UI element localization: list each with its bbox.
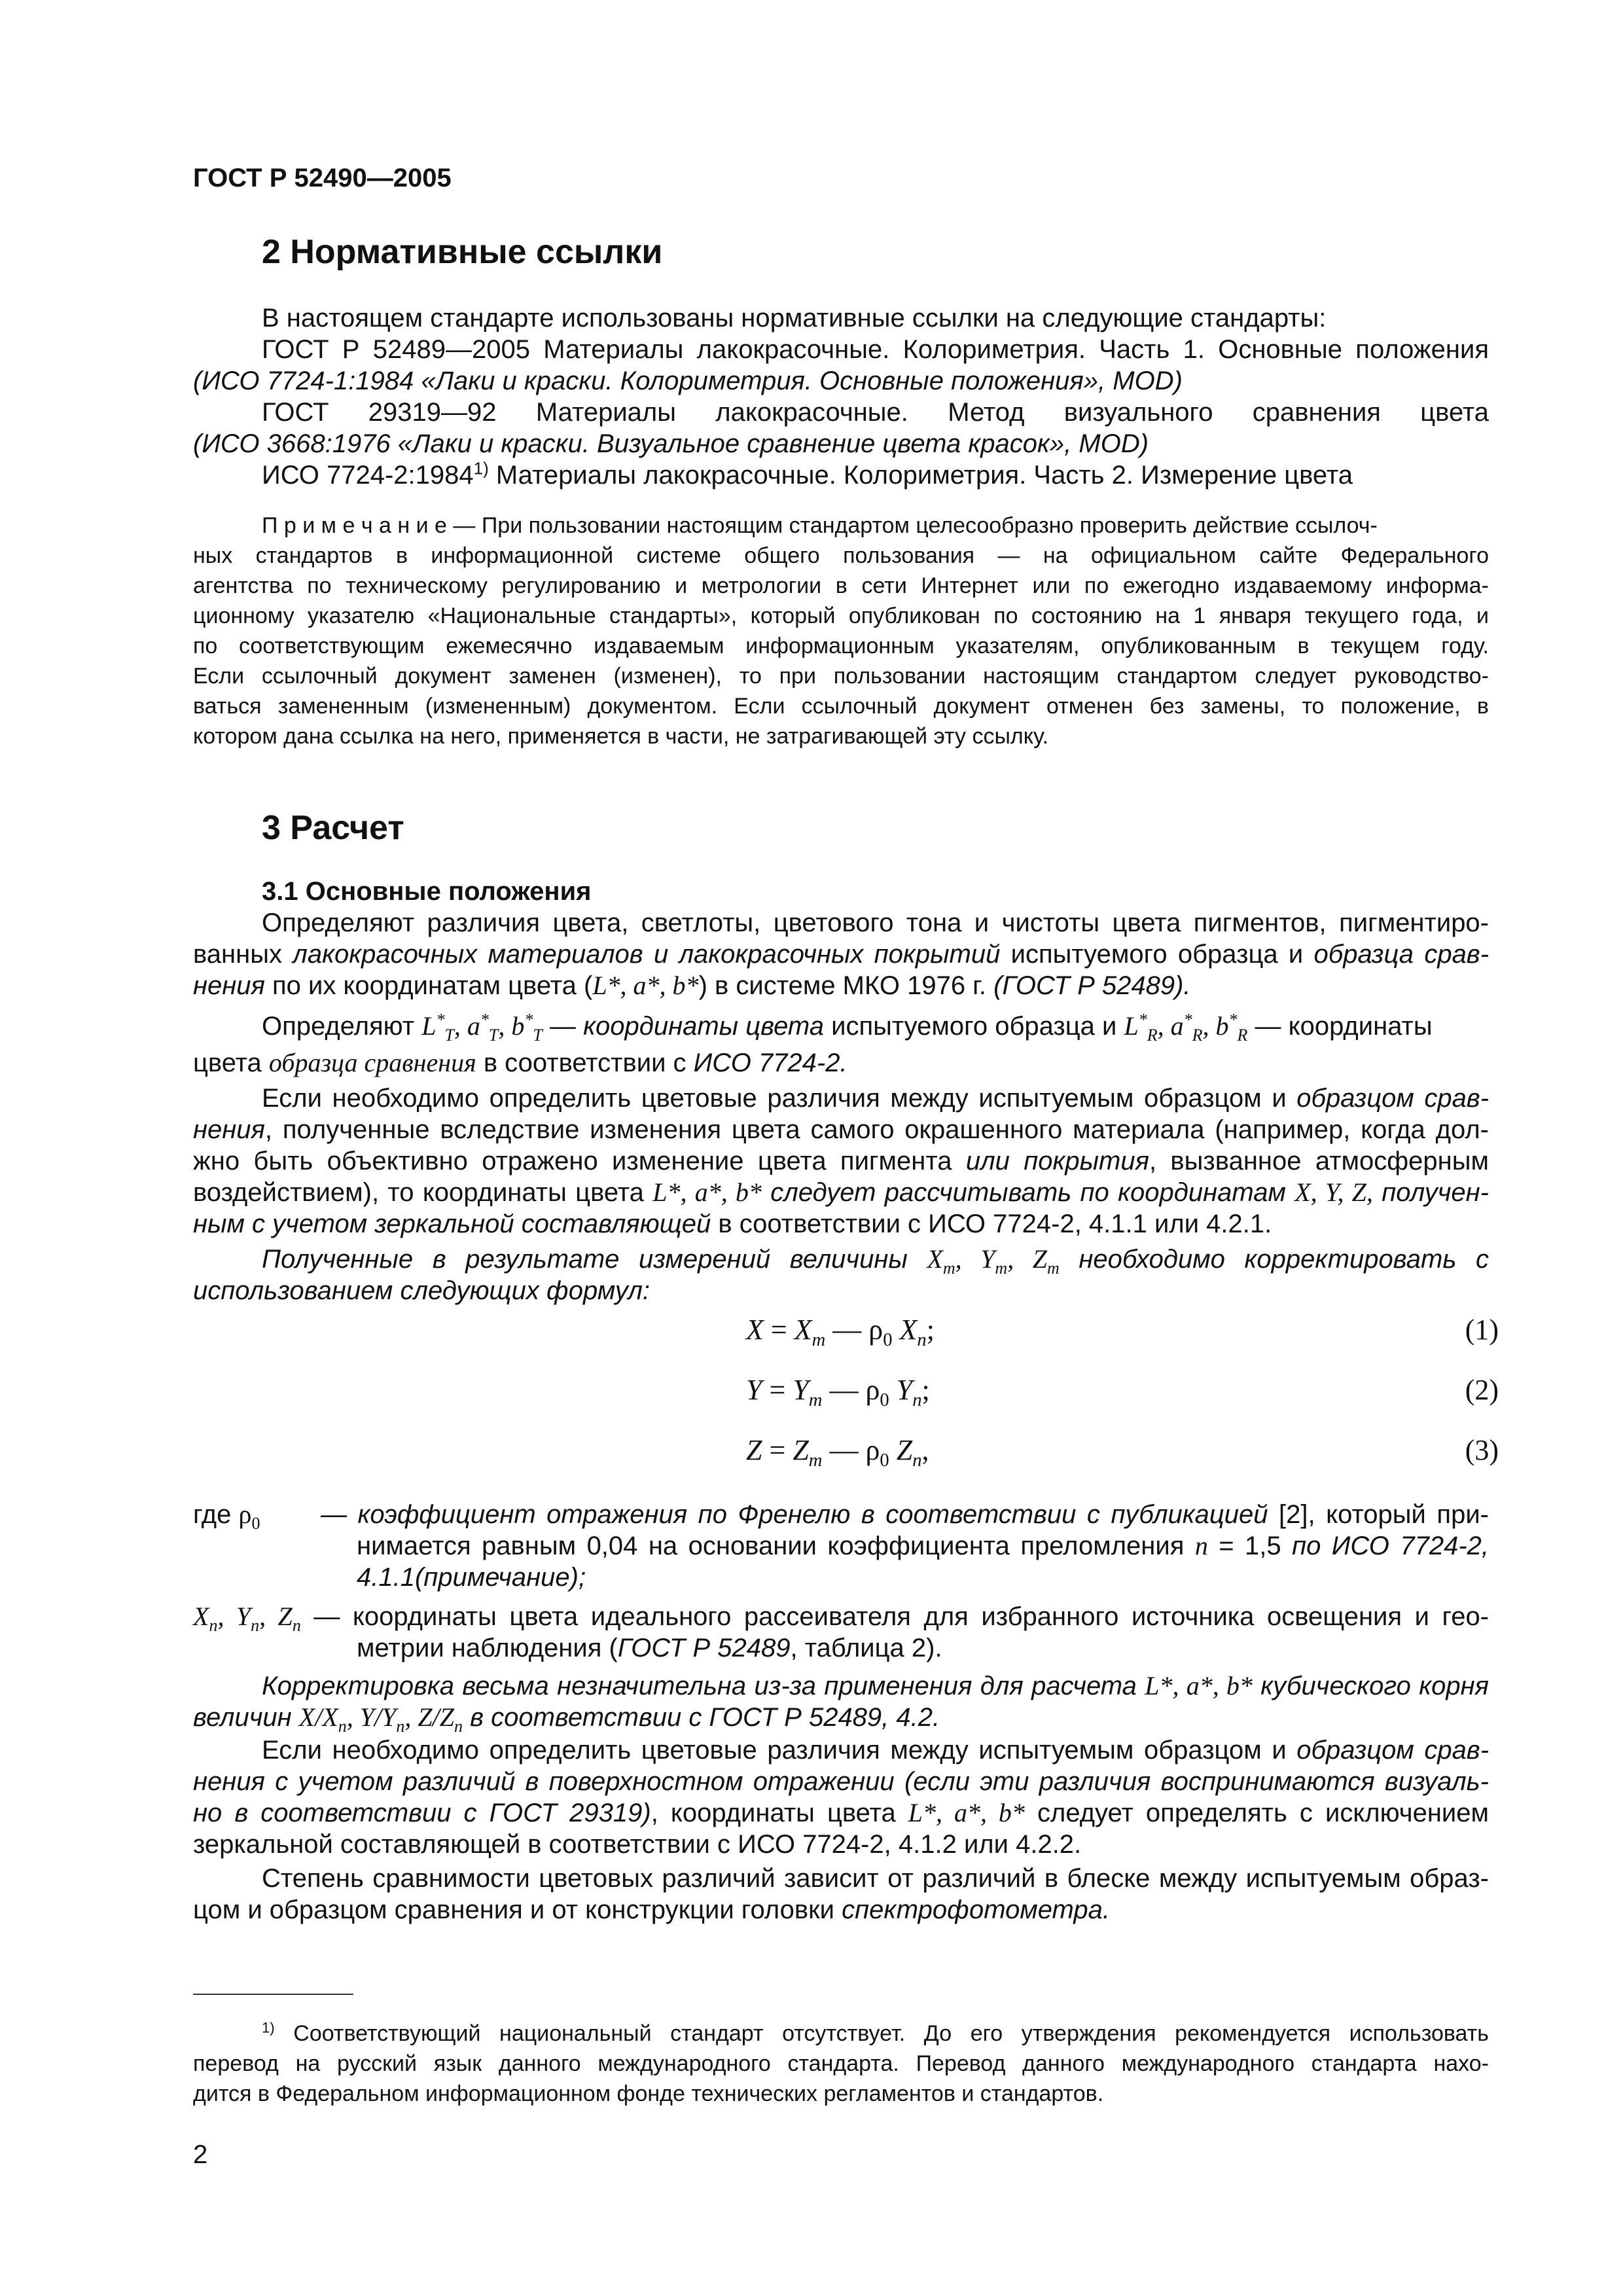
note-line-3: агентства по техническому регулированию и метрологии в сети Интернет или по ежегодно издаваемому информа- bbox=[193, 573, 1489, 598]
paragraph-6-line-1: Если необходимо определить цветовые различия между испытуемым образцом и образцом срав- bbox=[262, 1736, 1489, 1765]
equation-2: $Y = Y_m$ — $\rho_0$ $Y_n$; bbox=[746, 1374, 930, 1410]
where-2-line-2: метрии наблюдения (ГОСТ Р 52489, таблица 2). bbox=[357, 1634, 942, 1662]
paragraph-3-line-5: ным с учетом зеркальной составляющей в соответствии с ИСО 7724-2, 4.1.1 или 4.2.1. bbox=[193, 1210, 1272, 1238]
where-label: где $\rho_0$ bbox=[193, 1499, 260, 1533]
where-2-line-1: $X_n$, $Y_n$, $Z_n$ — координаты цвета идеального рассеивателя для избранного источника освещения и гео- bbox=[193, 1602, 1489, 1635]
reference-3-code: ИСО 7724-2:1984 bbox=[262, 461, 474, 490]
note-line-4: ционному указателю «Национальные стандарты», который опубликован по состоянию на 1 января текущего года, и bbox=[193, 603, 1489, 628]
measured-values: $X_m$, $Y_m$, $Z_m$ bbox=[927, 1244, 1060, 1278]
paragraph-2-line-1: Определяют $L^*_T$, $a^*_T$, $b^*_T$ — координаты цвета испытуемого образца и $L^*_R$, $a^*_R$, $b^*_R$ — координаты bbox=[262, 1010, 1433, 1045]
reference-2-line-1: ГОСТ 29319—92 Материалы лакокрасочные. Метод визуального сравнения цвета bbox=[262, 398, 1489, 427]
footnote-line-1: $^{1)}$ Соответствующий национальный стандарт отсутствует. До его утверждения рекомендуется использовать bbox=[262, 2019, 1489, 2046]
note-label: П р и м е ч а н и е bbox=[262, 513, 447, 538]
paragraph-7-line-1: Степень сравнимости цветовых различий зависит от различий в блеске между испытуемым образ- bbox=[262, 1864, 1489, 1893]
paragraph-4-line-1: Полученные в результате измерений величины $X_m$, $Y_m$, $Z_m$ необходимо корректировать с bbox=[262, 1244, 1489, 1278]
note-line-6: Если ссылочный документ заменен (изменен), то при пользовании настоящим стандартом следует руководство- bbox=[193, 664, 1489, 689]
paragraph-6-line-3: но в соответствии с ГОСТ 29319), координаты цвета L*, a*, b* следует определять с исключением bbox=[193, 1798, 1489, 1827]
paragraph-3-line-1: Если необходимо определить цветовые различия между испытуемым образцом и образцом срав- bbox=[262, 1084, 1489, 1113]
paragraph-3-line-2: нения, полученные вследствие изменения цвета самого окрашенного материала (например, когда дол- bbox=[193, 1115, 1489, 1144]
equation-2-number: (2) bbox=[1465, 1374, 1499, 1406]
test-sample-coordinates: $L^*_T$, $a^*_T$, $b^*_T$ bbox=[421, 1010, 543, 1045]
equation-1-number: (1) bbox=[1465, 1314, 1499, 1346]
paragraph-1-line-3: нения по их координатам цвета (L*, a*, b*) в системе МКО 1976 г. (ГОСТ Р 52489). bbox=[193, 971, 1191, 1000]
equation-3-number: (3) bbox=[1465, 1434, 1499, 1466]
paragraph-7-line-2: цом и образцом сравнения и от конструкции головки спектрофотометра. bbox=[193, 1895, 1111, 1924]
footnote-line-2: перевод на русский язык данного международного стандарта. Перевод данного международного стандарта нахо- bbox=[193, 2051, 1489, 2076]
reference-1-line-1: ГОСТ Р 52489—2005 Материалы лакокрасочные. Колориметрия. Часть 1. Основные положения bbox=[262, 335, 1489, 364]
equation-3: $Z = Z_m$ — $\rho_0$ $Z_n$, bbox=[746, 1434, 929, 1471]
ideal-diffuser-coordinates: $X_n$, $Y_n$, $Z_n$ bbox=[193, 1602, 301, 1635]
note-line-5: по соответствующим ежемесячно издаваемым информационным указателям, опубликованным в текущем году. bbox=[193, 634, 1489, 658]
footnote-separator bbox=[193, 1994, 353, 1995]
note-line-7: ваться замененным (измененным) документом. Если ссылочный документ отменен без замены, то положение, в bbox=[193, 694, 1489, 719]
rho-zero-symbol: $\rho_0$ bbox=[238, 1499, 260, 1533]
where-1-line-3: 4.1.1(примечание); bbox=[357, 1563, 586, 1592]
section-3-heading: 3 Расчет bbox=[262, 809, 404, 847]
paragraph-3-line-4: воздействием), то координаты цвета L*, a*, b* следует рассчитывать по координатам X, Y, Z, получен- bbox=[193, 1177, 1489, 1207]
paragraph-1-line-2: ванных лакокрасочных материалов и лакокрасочных покрытий испытуемого образца и образца срав- bbox=[193, 940, 1489, 969]
reference-1-line-2: (ИСО 7724-1:1984 «Лаки и краски. Колориметрия. Основные положения», MOD) bbox=[193, 367, 1183, 395]
document-id-header: ГОСТ Р 52490—2005 bbox=[193, 164, 452, 192]
reference-3-title: Материалы лакокрасочные. Колориметрия. Часть 2. Измерение цвета bbox=[488, 461, 1353, 490]
footnote-ref-1: 1) bbox=[473, 458, 489, 478]
subsection-3-1-heading: 3.1 Основные положения bbox=[262, 877, 592, 906]
paragraph-1-line-1: Определяют различия цвета, светлоты, цветового тона и чистоты цвета пигментов, пигментиро- bbox=[262, 908, 1489, 937]
where-1-line-2: нимается равным 0,04 на основании коэффициента преломления n = 1,5 по ИСО 7724-2, bbox=[357, 1531, 1489, 1560]
note-line-8: котором дана ссылка на него, применяется в части, не затрагивающей эту ссылку. bbox=[193, 724, 1049, 749]
footnote-line-3: дится в Федеральном информационном фонде технических регламентов и стандартов. bbox=[193, 2081, 1104, 2106]
paragraph-5-line-1: Корректировка весьма незначительна из-за применения для расчета L*, a*, b* кубического корня bbox=[262, 1671, 1489, 1700]
paragraph-5-line-2: величин $X/X_n$, $Y/Y_n$, $Z/Z_n$ в соответствии с ГОСТ Р 52489, 4.2. bbox=[193, 1702, 940, 1736]
section-2-intro: В настоящем стандарте использованы нормативные ссылки на следующие стандарты: bbox=[262, 304, 1327, 332]
note-line-1: П р и м е ч а н и е — При пользовании настоящим стандартом целесообразно проверить действие ссылоч- bbox=[262, 513, 1378, 538]
paragraph-4-line-2: использованием следующих формул: bbox=[193, 1276, 651, 1305]
cube-root-ratios: $X/X_n$, $Y/Y_n$, $Z/Z_n$ bbox=[298, 1702, 463, 1736]
section-2-heading: 2 Нормативные ссылки bbox=[262, 233, 663, 271]
where-1-line-1: — коэффициент отражения по Френелю в соответствии с публикацией [2], который при- bbox=[321, 1500, 1489, 1529]
paragraph-6-line-4: зеркальной составляющей в соответствии с ИСО 7724-2, 4.1.2 или 4.2.2. bbox=[193, 1830, 1082, 1859]
paragraph-2-line-2: цвета образца сравнения в соответствии с ИСО 7724-2. bbox=[193, 1048, 847, 1077]
footnote-mark: 1) bbox=[262, 2019, 275, 2036]
paragraph-3-line-3: жно быть объективно отражено изменение цвета пигмента или покрытия, вызванное атмосферным bbox=[193, 1147, 1489, 1175]
note-line-2: ных стандартов в информационной системе общего пользования — на официальном сайте Федерального bbox=[193, 543, 1489, 568]
reference-sample-coordinates: $L^*_R$, $a^*_R$, $b^*_R$ bbox=[1124, 1010, 1248, 1045]
reference-2-line-2: (ИСО 3668:1976 «Лаки и краски. Визуальное сравнение цвета красок», MOD) bbox=[193, 429, 1149, 458]
paragraph-6-line-2: нения с учетом различий в поверхностном отражении (если эти различия воспринимаются визуаль- bbox=[193, 1767, 1489, 1796]
reference-3 bbox=[262, 459, 1489, 491]
equation-1: $X = X_m$ — $\rho_0$ $X_n$; bbox=[746, 1314, 935, 1350]
page-number: 2 bbox=[193, 2140, 208, 2169]
